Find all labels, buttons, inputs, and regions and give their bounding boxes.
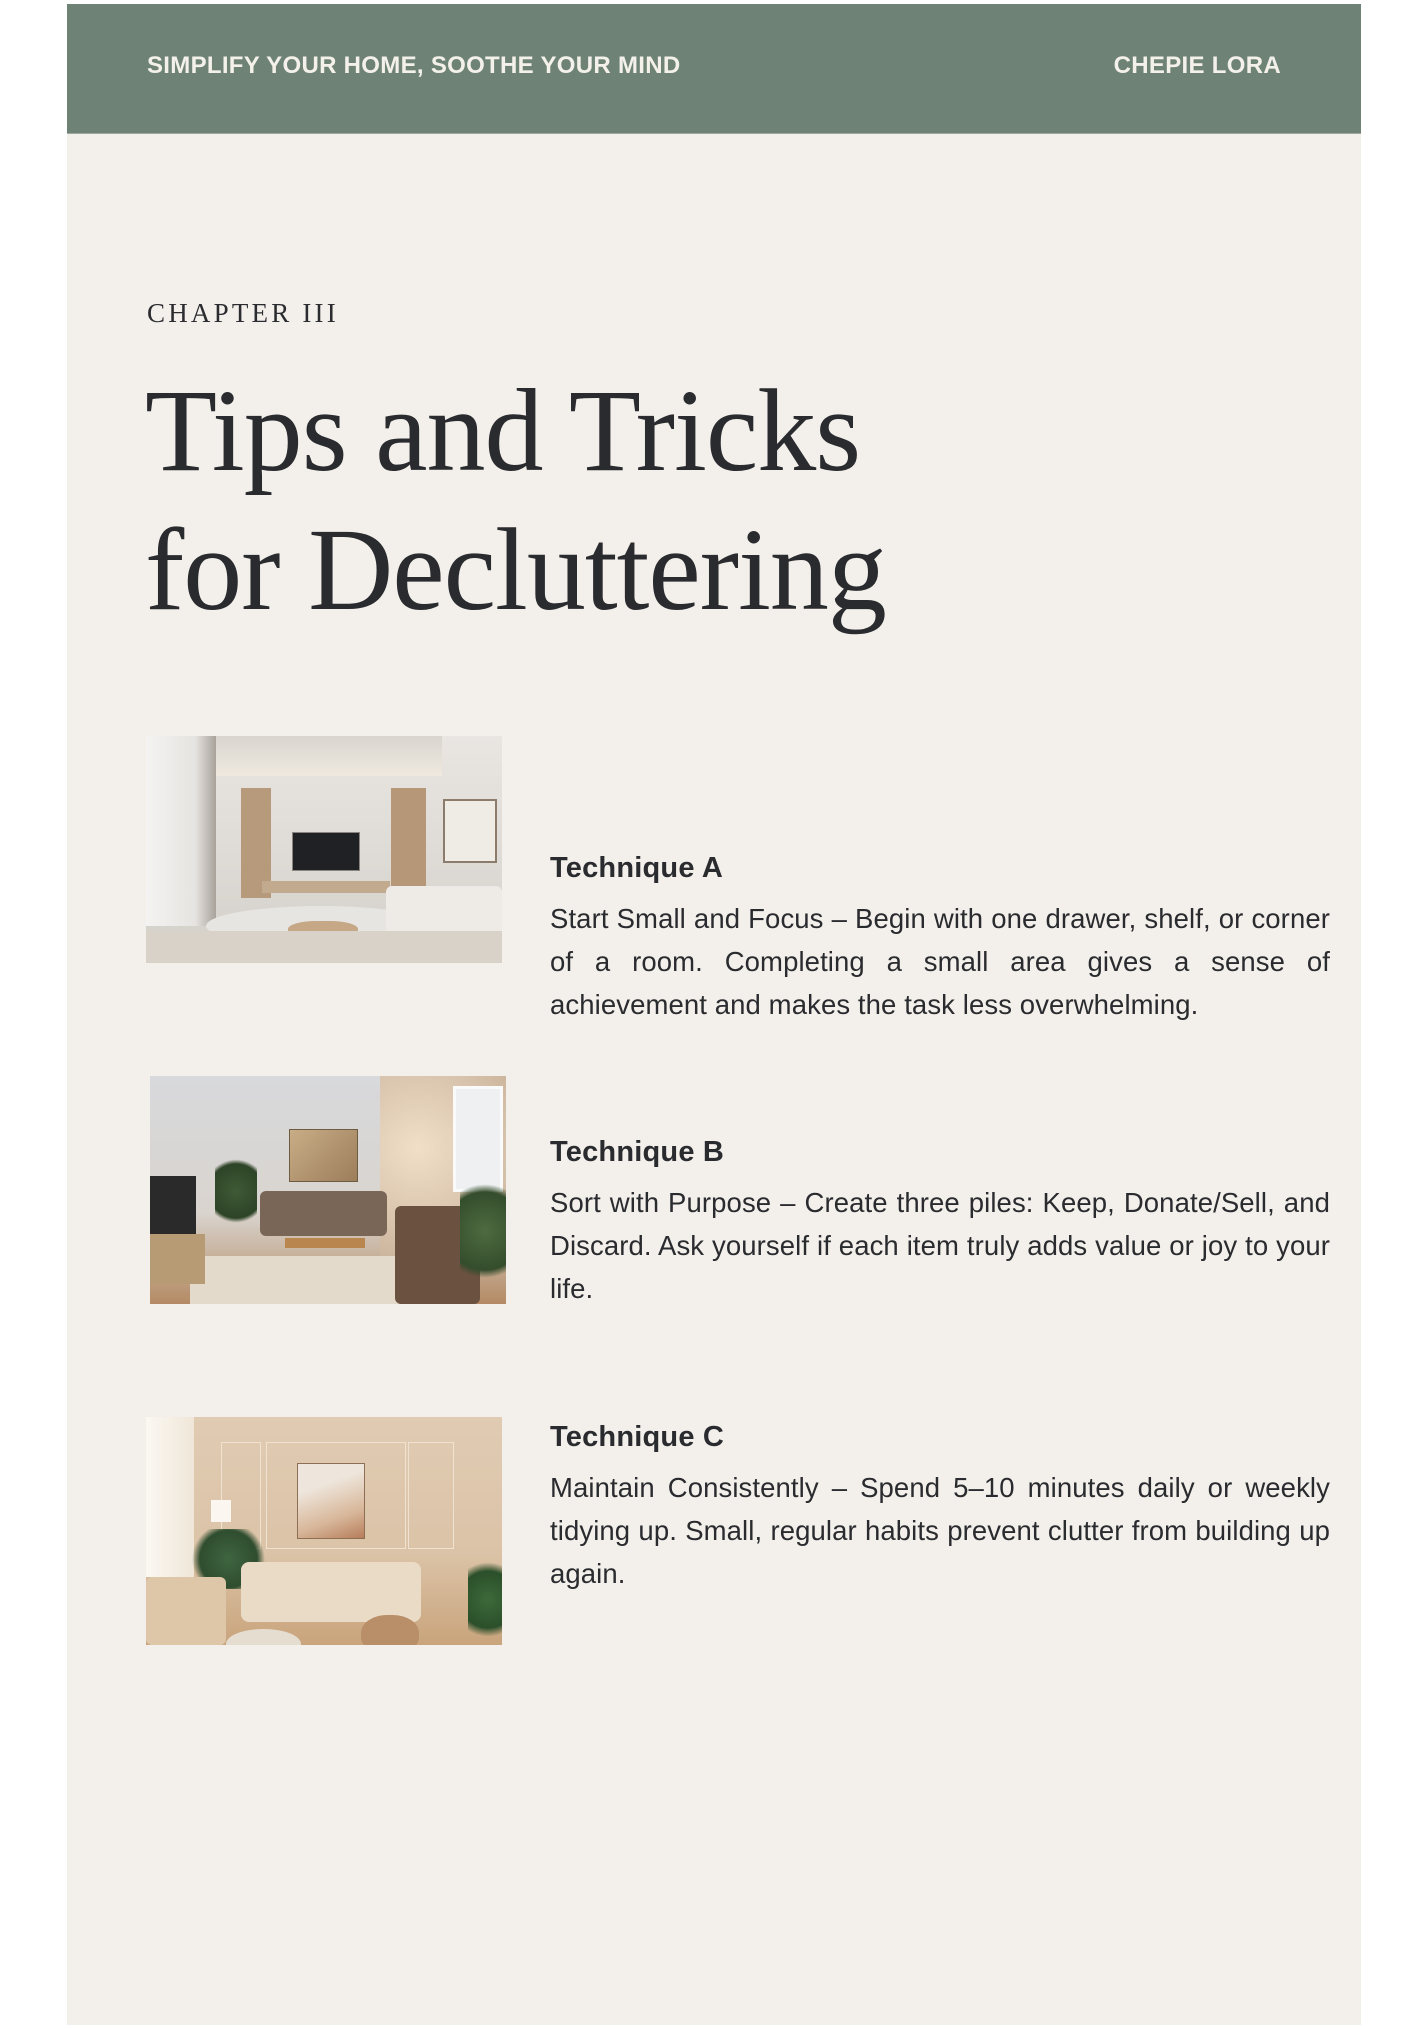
page-title — [145, 361, 1145, 639]
technique-c-heading: Technique C — [550, 1421, 725, 1453]
page-title-line-1: Tips and Tricks — [145, 365, 861, 496]
technique-a — [550, 847, 1330, 1026]
chapter-label: CHAPTER III — [147, 298, 339, 328]
header-author: CHEPIE LORA — [1113, 52, 1281, 79]
technique-a-body: Start Small and Focus – Begin with one drawer, shelf, or corner of a room. Completing a small area gives a sense of achievement and makes the task less overwhelming. — [550, 903, 1330, 1020]
modern-living-room-photo — [146, 736, 502, 963]
beige-living-room-photo — [146, 1417, 502, 1645]
page-title-line-2: for Decluttering — [145, 504, 886, 635]
technique-c — [550, 1416, 1330, 1595]
header-tagline: SIMPLIFY YOUR HOME, SOOTHE YOUR MIND — [147, 52, 681, 79]
technique-b-heading: Technique B — [550, 1136, 725, 1168]
technique-b-body: Sort with Purpose – Create three piles: Keep, Donate/Sell, and Discard. Ask yourself if each item truly adds value or joy to your life. — [550, 1187, 1330, 1304]
document-page — [67, 4, 1361, 2025]
technique-c-body: Maintain Consistently – Spend 5–10 minutes daily or weekly tidying up. Small, regular habits prevent clutter from building up again. — [550, 1472, 1330, 1589]
page-header — [67, 4, 1361, 134]
technique-b — [550, 1131, 1330, 1310]
technique-a-heading: Technique A — [550, 852, 723, 884]
warm-traditional-living-room-photo — [150, 1076, 506, 1304]
